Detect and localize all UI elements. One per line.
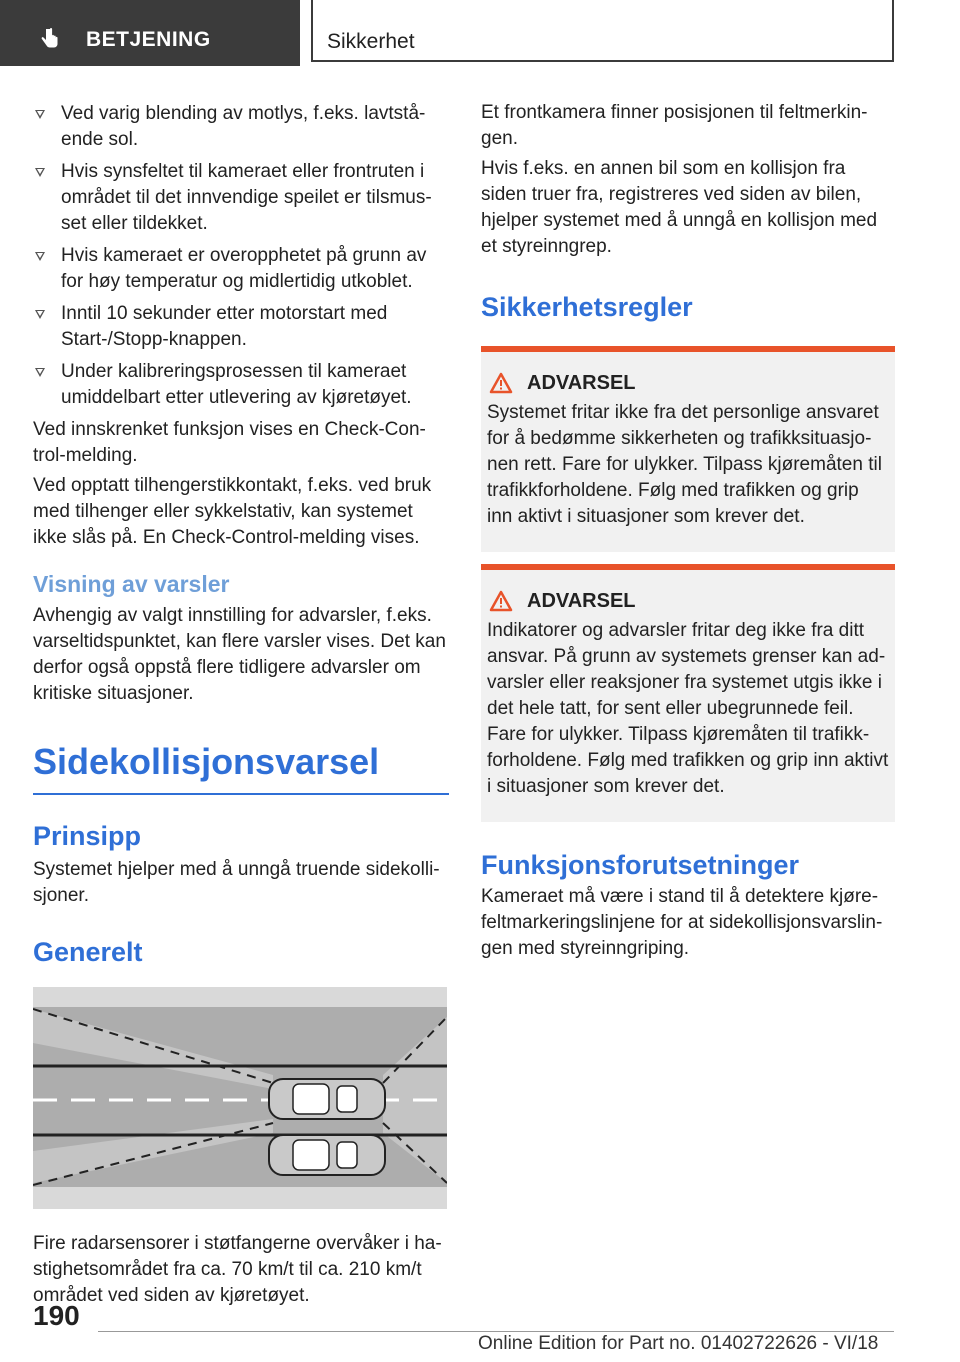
- list-item-text: Hvis kameraet er overopphetet på grunn av for høy temperatur og midlertidig utkoblet.: [61, 245, 427, 292]
- list-item: [33, 101, 449, 153]
- list-item: [33, 301, 449, 353]
- paragraph-check-control: Ved innskrenket funksjon vises en Check-Control-melding.: [33, 419, 426, 466]
- right-column: [481, 100, 895, 966]
- figure-caption: Fire radarsensorer i støtfangerne overvåker i hastighetsområdet fra ca. 70 km/t til ca. 210 km/t området ved siden av kjøretøyet.: [33, 1233, 442, 1306]
- title-divider: [33, 793, 449, 795]
- paragraph-prinsipp: Systemet hjelper med å unngå truende sidekollisjoner.: [33, 859, 440, 906]
- warning-text: Systemet fritar ikke fra det personlige ansvaret for å bedømme sikkerheten og trafikksituasjonen rett. Fare for ulykker. Tilpass kjøremåten til trafikkforholdene. Følg med trafikken og grip inn aktivt i situasjoner som krever det.: [487, 402, 882, 527]
- warning-title-text: ADVARSEL: [527, 372, 636, 394]
- chapter-title: Sikkerhet: [327, 30, 415, 53]
- heading-sikkerhetsregler: Sikkerhetsregler: [481, 292, 693, 322]
- bullet-triangle-icon: [35, 252, 45, 261]
- heading-funksjonsforutsetninger: Funksjonsforutsetninger: [481, 850, 800, 880]
- page-title: Sidekollisjonsvarsel: [33, 741, 380, 782]
- heading-prinsipp: Prinsipp: [33, 821, 142, 851]
- bullet-triangle-icon: [35, 310, 45, 319]
- bullet-triangle-icon: [35, 168, 45, 177]
- paragraph-visning: Avhengig av valgt innstilling for advarsler, f.eks. varseltidspunktet, kan flere varsler vises. Det kan derfor også oppstå flere tidligere advarsler om kritiske situasjoner.: [33, 605, 446, 704]
- bullet-triangle-icon: [35, 368, 45, 377]
- heading-generelt: Generelt: [33, 937, 143, 967]
- paragraph-frontkamera: Et frontkamera finner posisjonen til feltmerkingen.: [481, 102, 868, 149]
- section-label: BETJENING: [86, 28, 211, 51]
- warning-title-text: ADVARSEL: [527, 590, 636, 612]
- list-item-text: Hvis synsfeltet til kameraet eller frontruten i området til det innvendige speilet er tilsmusset eller tildekket.: [61, 161, 432, 234]
- car-upper: [269, 1079, 385, 1119]
- list-item: [33, 359, 449, 411]
- warning-triangle-icon: [489, 590, 513, 612]
- condition-list: [33, 100, 449, 411]
- list-item: [33, 243, 449, 295]
- paragraph-trailer: Ved opptatt tilhengerstikkontakt, f.eks. ved bruk med tilhenger eller sykkelstativ, kan systemet ikke slås på. En Check-Control-melding vises.: [33, 475, 432, 548]
- edition-note: Online Edition for Part no. 01402722626 - VI/18: [478, 1333, 879, 1354]
- list-item-text: Under kalibreringsprosessen til kameraet umiddelbart etter utlevering av kjøretøyet.: [61, 361, 412, 408]
- warning-text: Indikatorer og advarsler fritar deg ikke fra ditt ansvar. På grunn av systemets grenser kan advarsler eller reaksjoner fra systemet utgis ikke i det hele tatt, for sent eller ubegrunnede feil. Fare for ulykker. Tilpass kjøremåten til trafikkforholdene. Følg med trafikken og grip inn aktivt i situasjoner som krever det.: [487, 620, 889, 797]
- section-tab: [0, 0, 300, 66]
- warning-box: [481, 346, 895, 552]
- paragraph-kollisjon: Hvis f.eks. en annen bil som en kollisjon fra siden truer fra, registreres ved siden av bilen, hjelper systemet med å unngå en kollisjon med et styreinngrep.: [481, 158, 878, 257]
- footer-divider: [98, 1331, 894, 1332]
- car-lower: [269, 1135, 385, 1175]
- warning-title: [487, 588, 889, 614]
- chapter-header: [311, 0, 894, 62]
- bullet-triangle-icon: [35, 110, 45, 119]
- hand-pointer-icon: [38, 27, 62, 51]
- list-item: [33, 159, 449, 237]
- heading-visning: Visning av varsler: [33, 571, 230, 597]
- warning-box: [481, 564, 895, 822]
- page-number: 190: [33, 1300, 80, 1331]
- warning-triangle-icon: [489, 372, 513, 394]
- list-item-text: Inntil 10 sekunder etter motorstart med Start-/Stopp-knappen.: [61, 303, 388, 350]
- left-column: [33, 100, 449, 1313]
- radar-illustration: [33, 987, 447, 1209]
- warning-title: [487, 370, 889, 396]
- paragraph-forutsetninger: Kameraet må være i stand til å detektere kjørefeltmarkeringslinjene for at sidekollisjonsvarslingen med styreinngriping.: [481, 886, 883, 959]
- list-item-text: Ved varig blending av motlys, f.eks. lavtstående sol.: [61, 103, 426, 150]
